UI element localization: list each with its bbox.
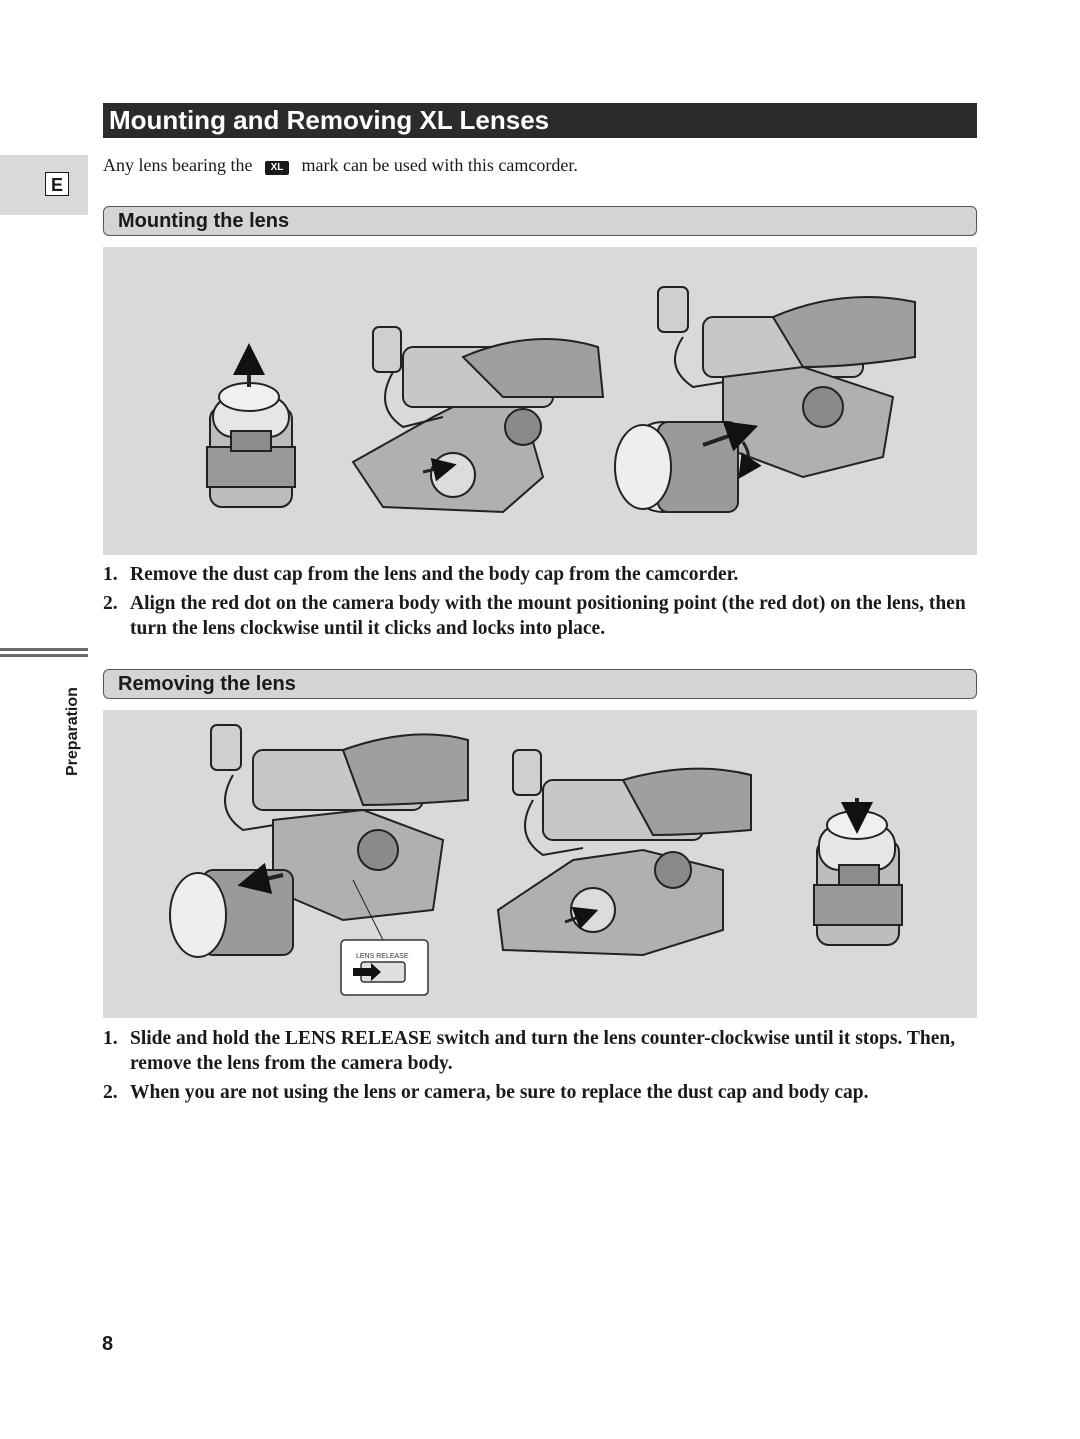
lens-release-label: LENS RELEASE: [356, 953, 409, 960]
xl-mark-icon: XL: [265, 161, 289, 175]
removing-illustration-art: [103, 710, 977, 1018]
step-number: 1.: [103, 564, 118, 585]
language-tab: [0, 155, 88, 215]
step-number: 2.: [103, 1082, 118, 1103]
step-number: 2.: [103, 593, 118, 614]
side-divider: [0, 648, 88, 660]
lens-replace-dust-cap-icon: [814, 798, 902, 945]
removing-step-2: [103, 1080, 983, 1105]
language-letter: E: [45, 172, 69, 196]
mounting-illustration-art: [103, 247, 977, 555]
camcorder-attach-body-cap-icon: [498, 750, 751, 955]
intro-before: Any lens bearing the: [103, 155, 253, 175]
side-section-label: Preparation: [64, 687, 81, 776]
camcorder-body-cap-icon: [353, 327, 603, 512]
removing-step-1: [103, 1026, 983, 1076]
intro-text: [103, 153, 578, 177]
page-title: Mounting and Removing XL Lenses: [103, 103, 977, 138]
mounting-step-2: [103, 591, 983, 641]
intro-after: mark can be used with this camcorder.: [301, 155, 578, 175]
step-text: Remove the dust cap from the lens and the body cap from the camcorder.: [130, 564, 739, 585]
removing-illustration: [103, 710, 977, 1018]
step-text: Slide and hold the LENS RELEASE switch and turn the lens counter-clockwise until it stops. Then, remove the lens from the camera body.: [130, 1028, 956, 1074]
mounting-heading: Mounting the lens: [103, 206, 977, 236]
camcorder-remove-lens-icon: [170, 725, 468, 957]
page-number: 8: [102, 1333, 114, 1355]
camcorder-mount-lens-icon: [615, 287, 915, 512]
lens-release-switch-icon: [341, 940, 428, 995]
step-text: When you are not using the lens or camera, be sure to replace the dust cap and body cap.: [130, 1082, 869, 1103]
removing-steps: [103, 1026, 983, 1109]
mounting-illustration: [103, 247, 977, 555]
removing-heading: Removing the lens: [103, 669, 977, 699]
step-text: Align the red dot on the camera body with the mount positioning point (the red dot) on the lens, then turn the lens clockwise until it clicks and locks into place.: [130, 593, 966, 639]
step-number: 1.: [103, 1028, 118, 1049]
lens-with-dust-cap-icon: [207, 359, 295, 507]
mounting-step-1: [103, 562, 983, 587]
mounting-steps: [103, 562, 983, 645]
